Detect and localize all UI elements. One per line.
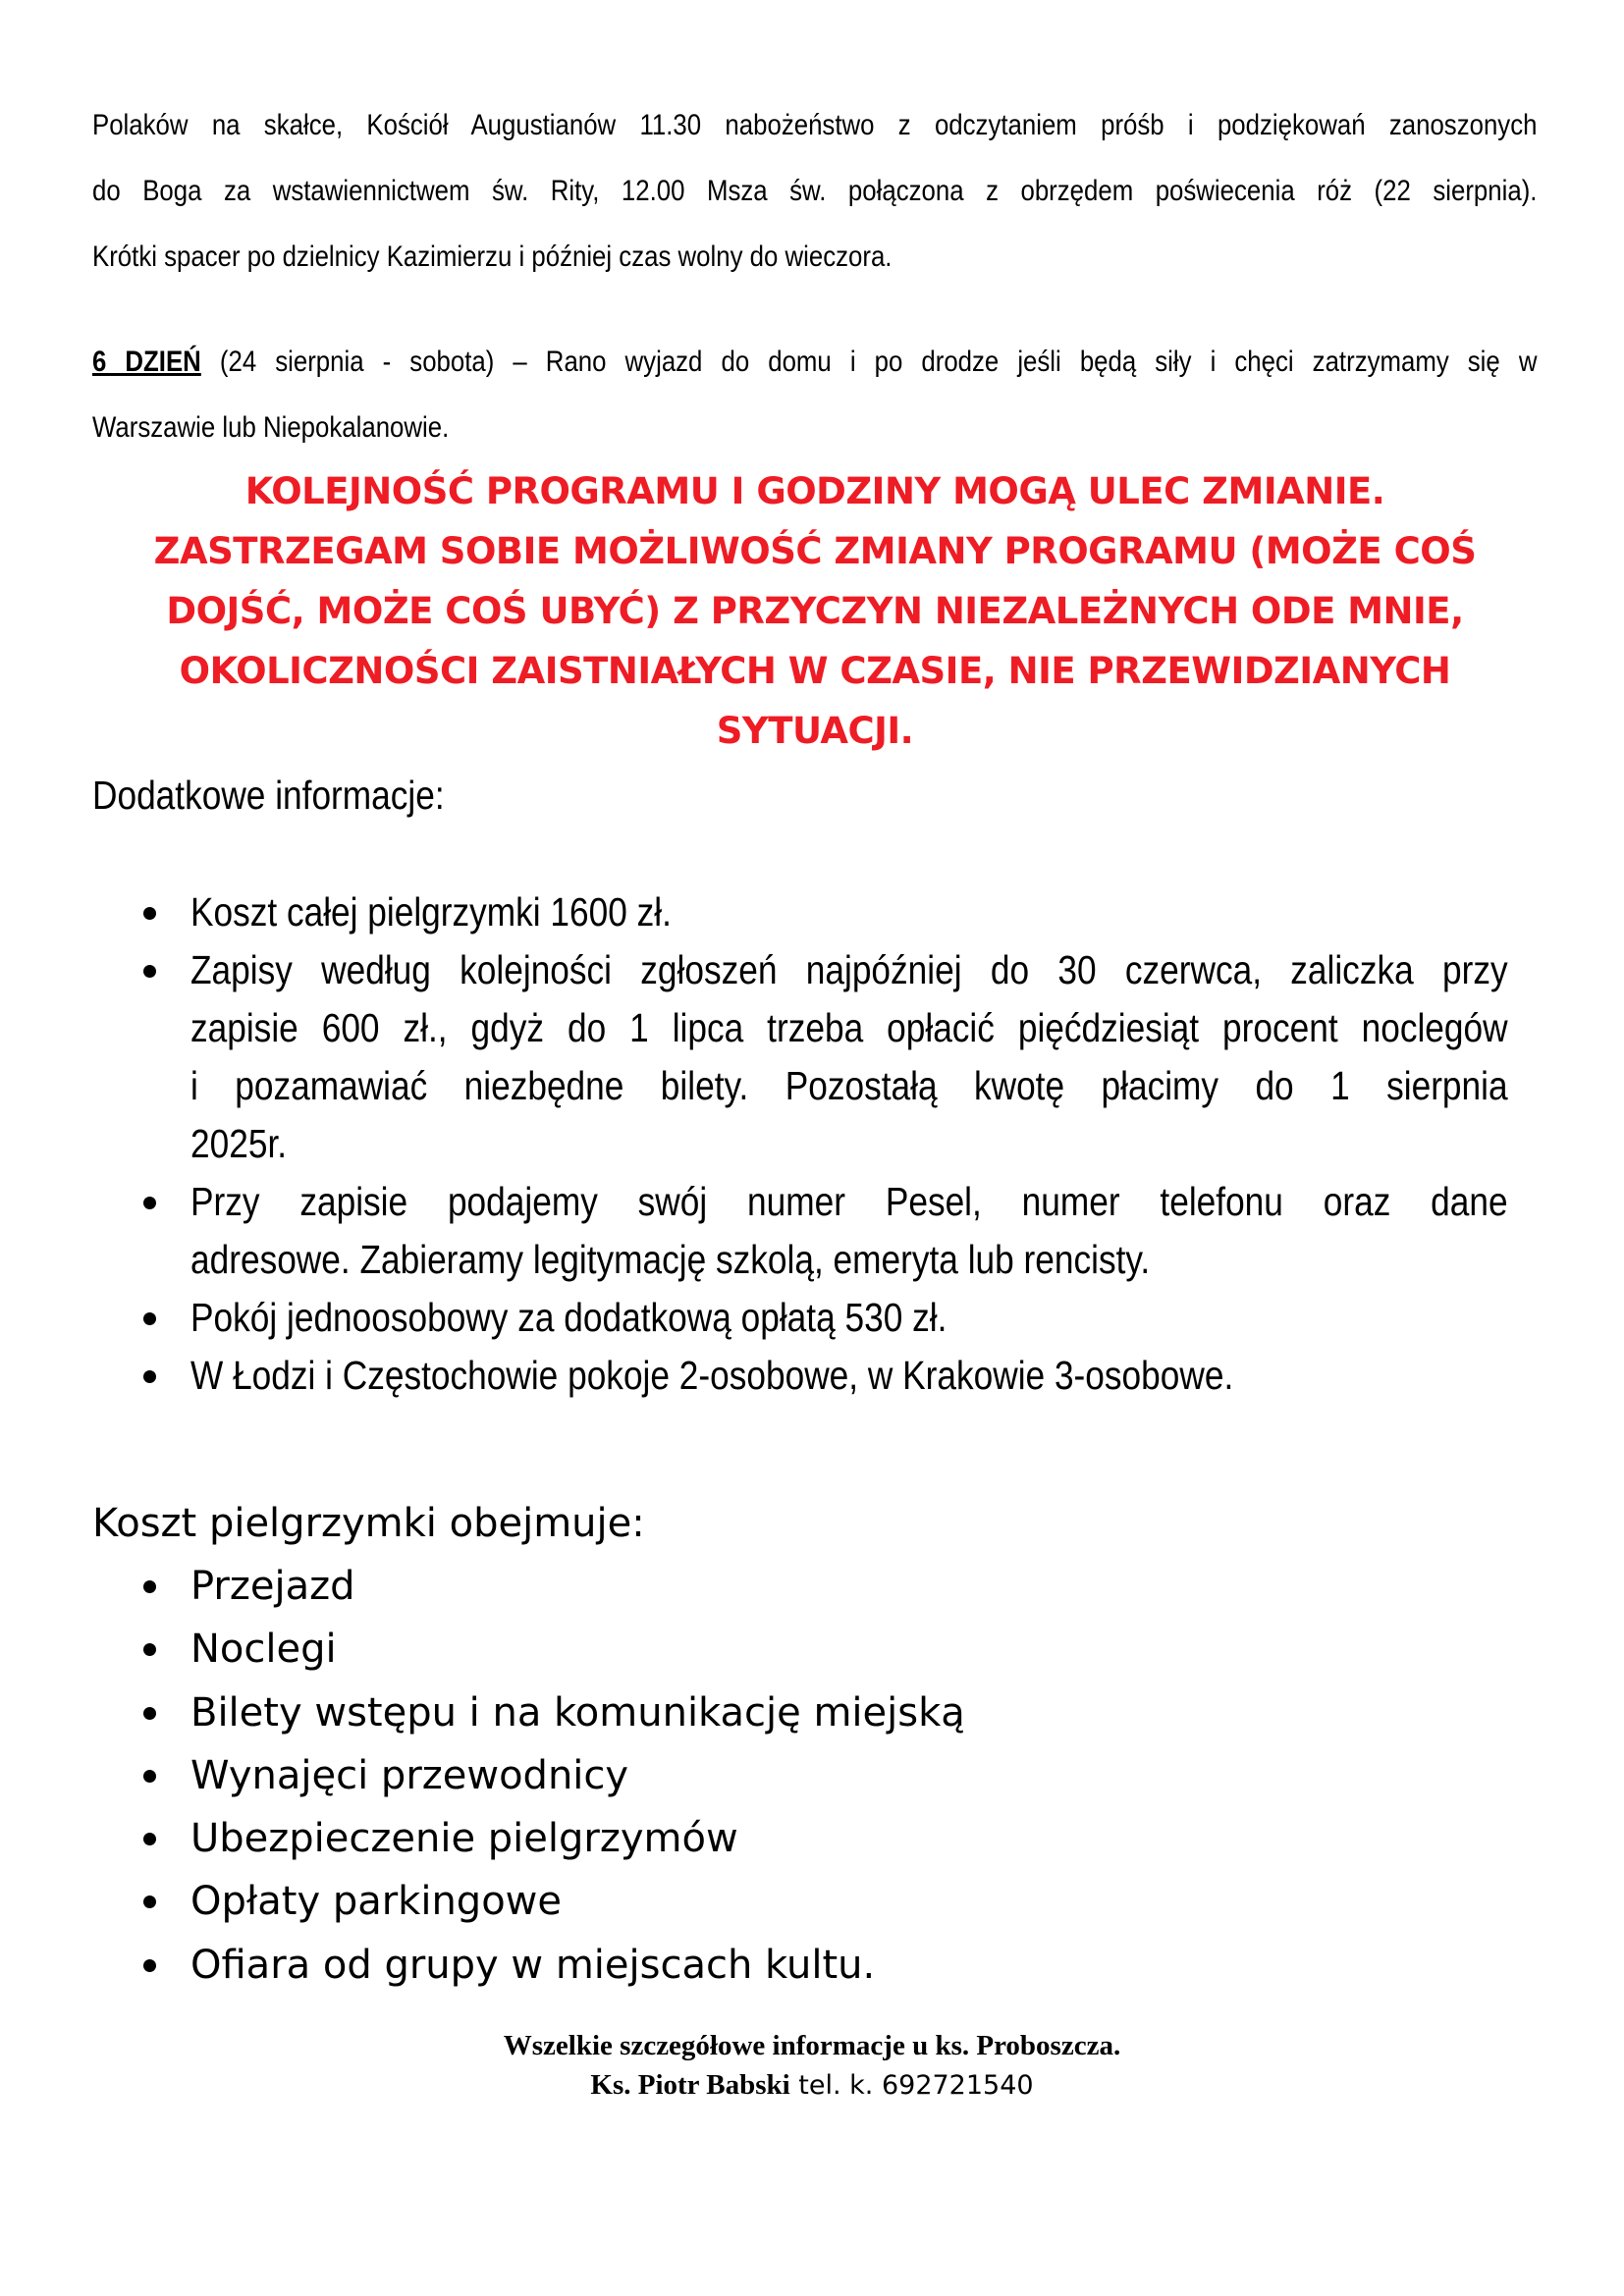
warning-line: KOLEJNOŚĆ PROGRAMU I GODZINY MOGĄ ULEC ZMIANIE. xyxy=(244,470,1385,512)
paragraph-line: do Boga za wstawiennictwem św. Rity, 12.00 Msza św. połączona z obrzędem poświecenia róż (22 sierpnia). xyxy=(92,175,1538,207)
warning-line: ZASTRZEGAM SOBIE MOŻLIWOŚĆ ZMIANY PROGRAMU (MOŻE COŚ xyxy=(153,530,1477,572)
cost-includes-heading: Koszt pielgrzymki obejmuje: xyxy=(92,1501,645,1546)
list-item: Wynajęci przewodnicy xyxy=(92,1744,1538,1807)
additional-info-heading: Dodatkowe informacje: xyxy=(92,773,445,818)
bullet-icon xyxy=(143,1959,156,1972)
bullet-icon xyxy=(143,1370,156,1383)
paragraph-line xyxy=(92,329,1537,395)
warning-line: DOJŚĆ, MOŻE COŚ UBYĆ) Z PRZYCZYN NIEZALEŻNYCH ODE MNIE, xyxy=(166,590,1464,632)
list-item: Pokój jednoosobowy za dodatkową opłatą 530 zł. xyxy=(92,1289,1538,1347)
list-item: Koszt całej pielgrzymki 1600 zł. xyxy=(92,883,1538,941)
bullet-icon xyxy=(143,1643,156,1656)
day6-paragraph xyxy=(92,329,1538,460)
paragraph-line: Polaków na skałce, Kościół Augustianów 11.30 nabożeństwo z odczytaniem próśb i podziękowań zanoszonych xyxy=(92,109,1538,141)
list-item: W Łodzi i Częstochowie pokoje 2-osobowe, w Krakowie 3-osobowe. xyxy=(92,1347,1538,1405)
paragraph-line: Warszawie lub Niepokalanowie. xyxy=(92,411,450,444)
program-change-warning xyxy=(92,461,1538,761)
list-item: Ofiara od grupy w miejscach kultu. xyxy=(92,1934,1538,1997)
list-item: Przy zapisie podajemy swój numer Pesel, numer telefonu oraz dane adresowe. Zabieramy legitymację szkolą, emeryta lub rencisty. xyxy=(92,1173,1538,1289)
bullet-icon xyxy=(143,907,156,920)
list-item: Ubezpieczenie pielgrzymów xyxy=(92,1807,1538,1870)
footer-info-line: Wszelkie szczegółowe informacje u ks. Proboszcza. xyxy=(503,2030,1121,2061)
list-item: Opłaty parkingowe xyxy=(92,1870,1538,1933)
bullet-icon xyxy=(143,965,156,978)
priest-name: Ks. Piotr Babski xyxy=(590,2069,790,2101)
additional-info-list xyxy=(92,883,1538,1405)
day6-text: (24 sierpnia - sobota) – Rano wyjazd do domu i po drodze jeśli będą siły i chęci zatrzymamy się w xyxy=(200,346,1538,378)
bullet-icon xyxy=(143,1896,156,1908)
cost-includes-list xyxy=(92,1555,1538,1997)
phone-number: tel. k. 692721540 xyxy=(789,2070,1034,2101)
list-item: Przejazd xyxy=(92,1555,1538,1618)
day6-label: 6 DZIEŃ xyxy=(92,346,201,378)
bullet-icon xyxy=(143,1833,156,1845)
list-item: Zapisy według kolejności zgłoszeń najpóźniej do 30 czerwca, zaliczka przy zapisie 600 zł., gdyż do 1 lipca trzeba opłacić pięćdziesiąt procent noclegów i pozamawiać niezbędne bilety. Pozostałą kwotę płacimy do 1 sierpnia 2025r. xyxy=(92,941,1538,1173)
bullet-icon xyxy=(143,1707,156,1720)
day5-continuation-paragraph xyxy=(92,92,1538,290)
warning-line: OKOLICZNOŚCI ZAISTNIAŁYCH W CZASIE, NIE PRZEWIDZIANYCH xyxy=(179,650,1451,692)
list-item: Bilety wstępu i na komunikację miejską xyxy=(92,1682,1538,1744)
bullet-icon xyxy=(143,1770,156,1783)
bullet-icon xyxy=(143,1312,156,1325)
bullet-icon xyxy=(143,1197,156,1209)
paragraph-line: Krótki spacer po dzielnicy Kazimierzu i później czas wolny do wieczora. xyxy=(92,240,893,273)
bullet-icon xyxy=(143,1580,156,1593)
warning-line: SYTUACJI. xyxy=(716,710,914,752)
footer-contact xyxy=(0,2026,1624,2106)
list-item: Noclegi xyxy=(92,1618,1538,1681)
